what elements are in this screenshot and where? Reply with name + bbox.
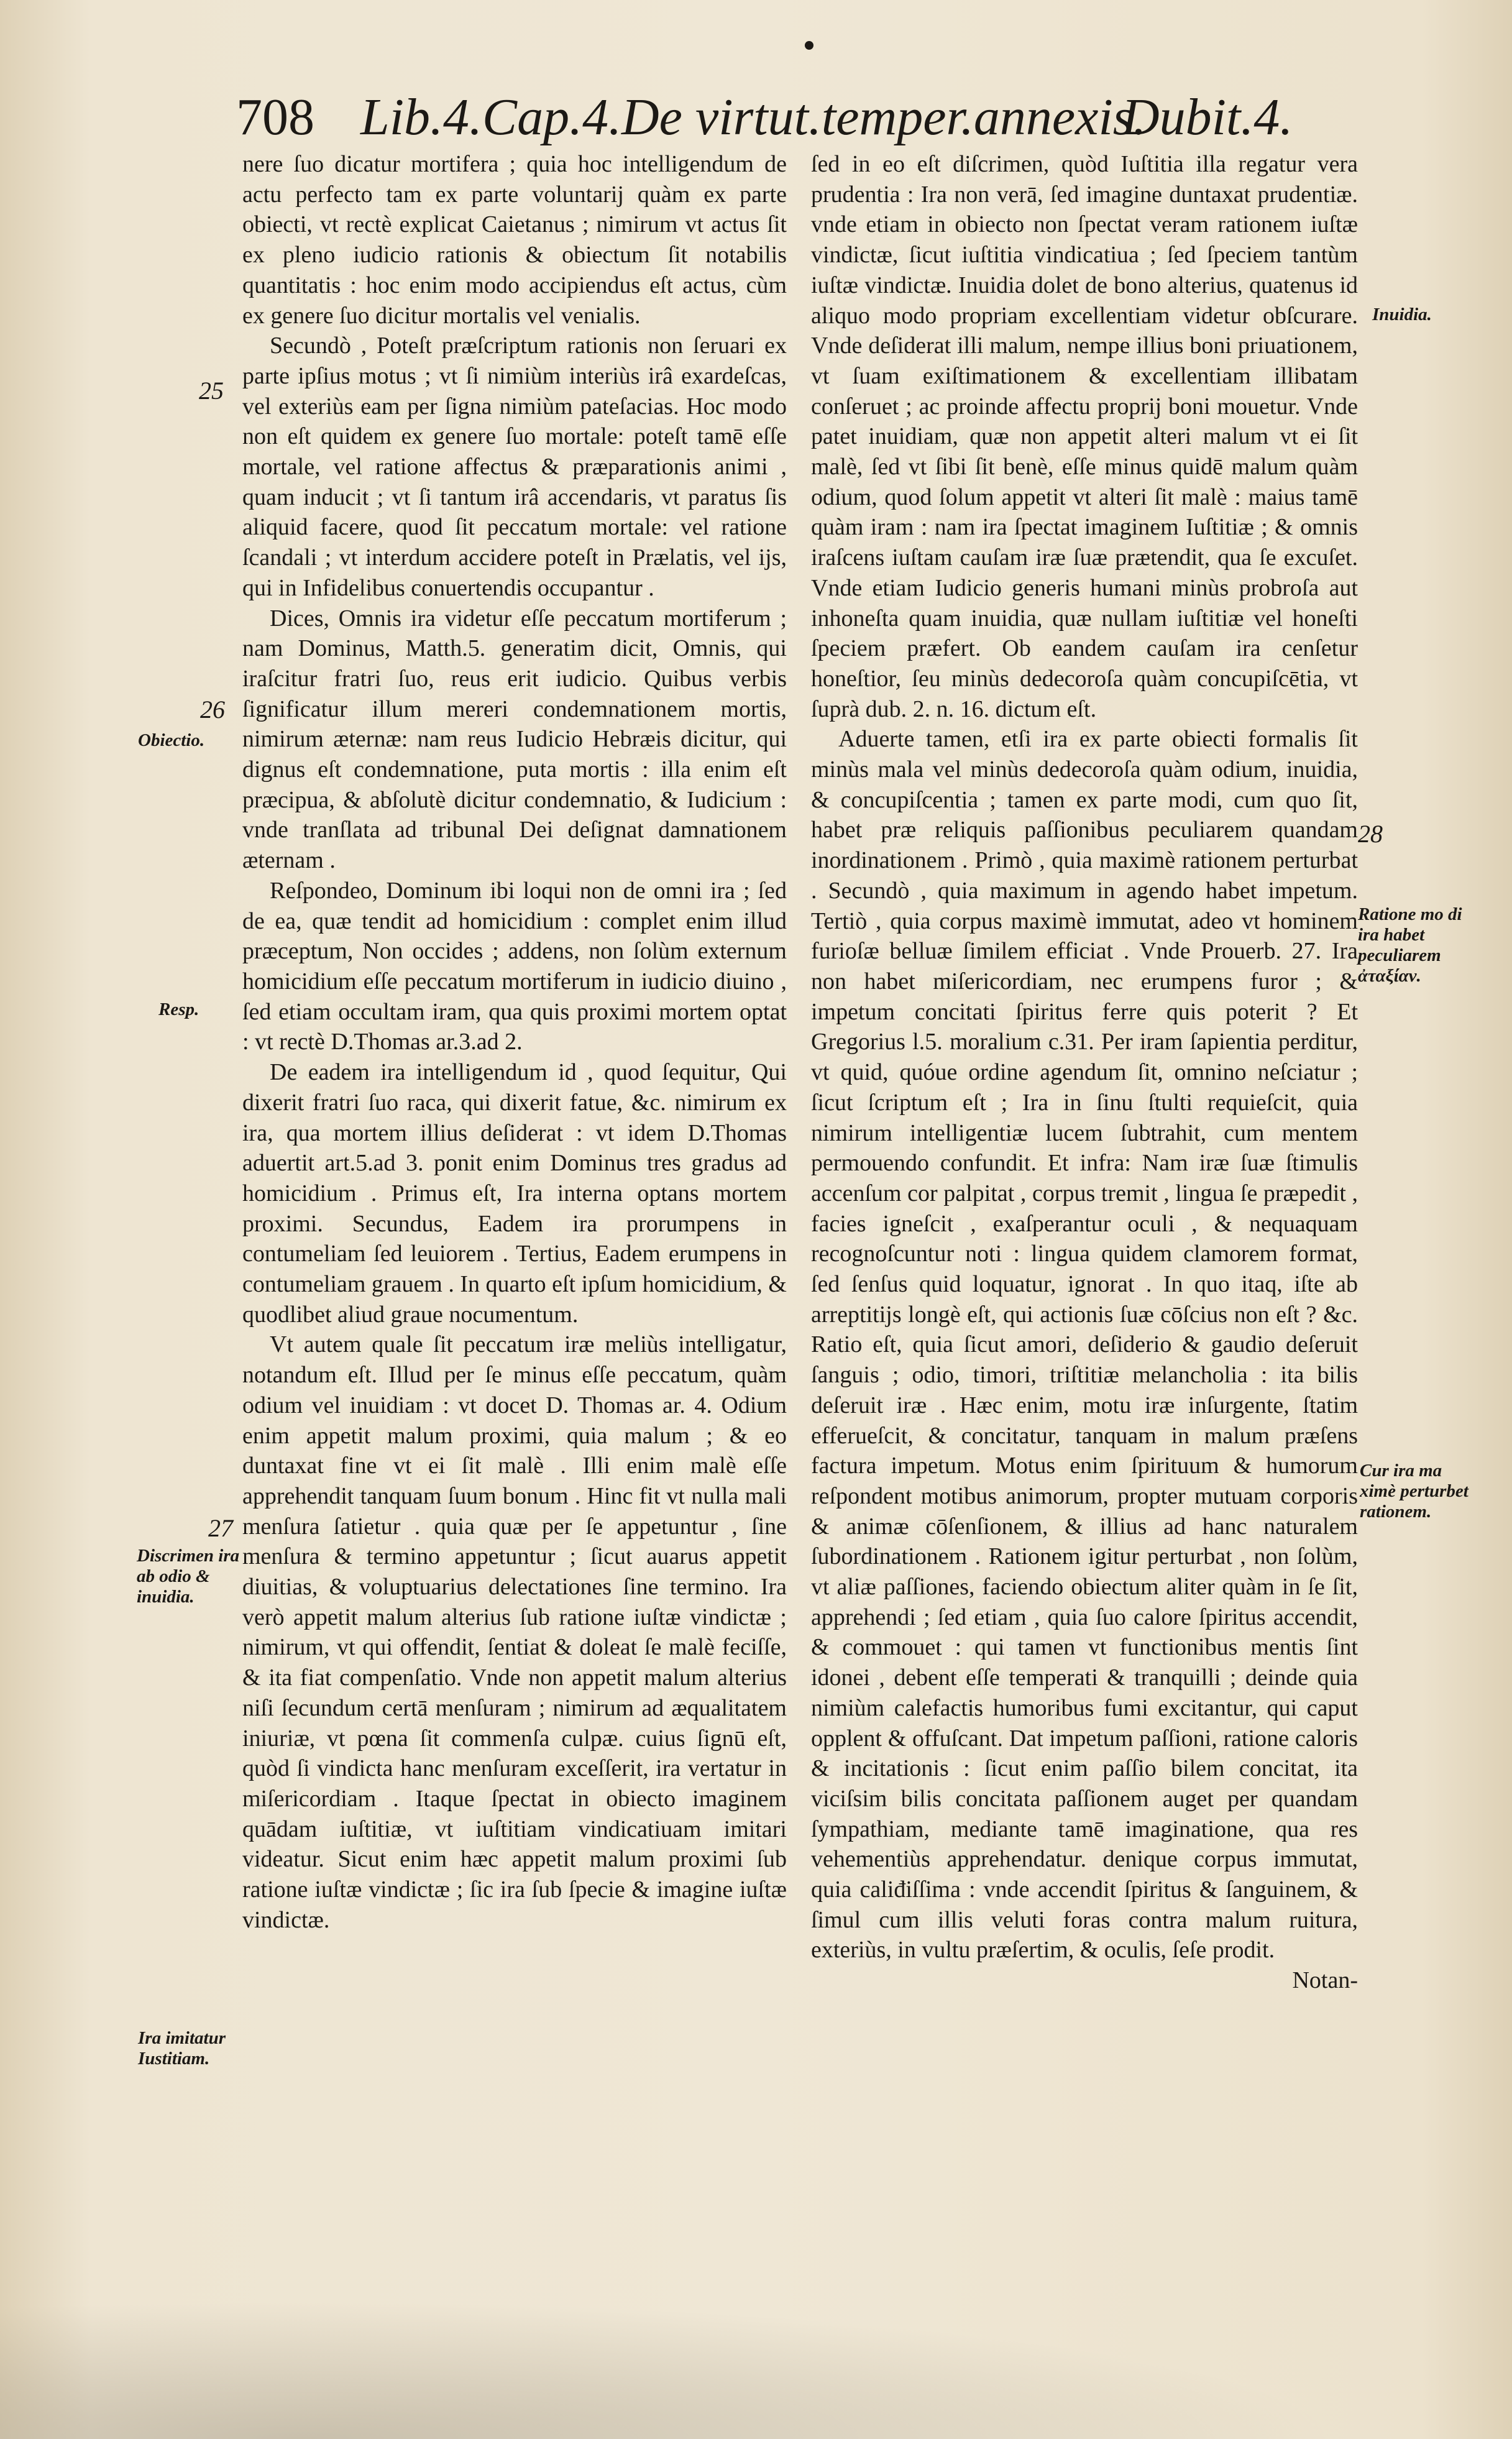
paragraph-de-eadem-ira: De eadem ira intelligendum id , quod ſequitur, Qui dixerit fratri ſuo raca, qui dixerit fatue, &c. nimirum ex ira, qua mortem illius deſiderat : vt idem D.Thomas aduertit art.5.ad 3. ponit enim Dominus tres gradus ad homicidium . Primus eſt, Ira interna optans mortem proximi. Secundus, Eadem ira prorumpens in contumeliam ſed leuiorem . Tertius, Eadem erumpens in contumeliam grauem . In quarto eſt ipſum homicidium, & quodlibet aliud graue nocumentum. xyxy=(242,1059,787,1328)
paragraph-aduerte: Aduerte tamen, etſi ira ex parte obiecti formalis ſit minùs mala vel minùs dedecoroſa quàm odium, inuidia, & concupiſcentia ; tamen ex parte modi, cum quo ſit, habet præ reliquis paſſionibus peculiarem quandam inordinationem . Primò , quia maximè rationem perturbat . Secundò , quia maximum in agendo habet impetum. Tertiò , quia corpus maximè immutat, adeo vt hominem furioſæ belluæ ſimilem efficiat . Vnde Prouerb. 27. Ira non habet miſericordiam, nec erumpens furor ; & impetum concitati ſpiritus ferre quis poterit ? Et Gregorius l.5. moralium c.31. Per iram ſapientia perditur, vt quid, quóue ordine agendum ſit, omnino neſciatur ; ſicut ſcriptum eſt ; Ira in ſinu ſtulti requieſcit, quia nimirum intelligentiæ lucem ſubtrahit, cum mentem permouendo confundit. Et infra: Nam iræ ſuæ ſtimulis accenſum cor palpitat , corpus tremit , lingua ſe præpedit , facies igneſcit , exaſperantur oculi , & nequaquam recognoſcuntur noti : lingua quidem clamorem format, ſed ſenſus quid loquatur, ignorat . In quo itaq, iſte ab arreptitijs longè eſt, qui actionis ſuæ cōſcius non eſt ? &c. Ratio eſt, quia ſicut amori, deſiderio & gaudio deſeruit ſanguis ; odio, timori, triſtitiæ melancholia : ita bilis deſeruit iræ . Hæc enim, motu iræ inſurgente, ſtatim efferueſcit, & concitatur, tanquam in malum præſens factura impetum. Motus enim ſpirituum & humorum reſpondent motibus animorum, propter mutuam corporis & animæ cōſenſionem, & illius ad hanc naturalem ſubordinationem . Rationem igitur perturbat , non ſolùm, vt aliæ paſſiones, faciendo obiectum aliter quàm in ſe ſit, apprehendi ; ſed etiam , quia ſuo calore ſpiritus accendit, & commouet : qui tamen vt functionibus mentis ſint idonei , debent eſſe temperati & tranquilli ; deinde quia nimiùm calefactis humoribus fumi excitantur, qui caput opplent & offuſcant. Dat impetum paſſioni, ratione caloris & incitationis : ſicut enim paſſio bilem concitat, ita viciſsim bilis concitata paſſionem auget per quandam ſympathiam, mediante tamē imaginatione, qua res vehementiùs apprehendatur. denique corpus immutat, quia caliđiſſima : vnde accendit ſpiritus & ſanguinem, & ſimul cum illis veluti foras contra malum ruitura, exteriùs, in vultu præſertim, & oculis, ſeſe prodit. xyxy=(811,726,1358,1964)
section-number-25: 25 xyxy=(199,377,224,405)
paragraph-continuation: nere ſuo dicatur mortifera ; quia hoc intelligendum de actu perfecto tam ex parte voluntarij quàm ex parte obiecti, vt rectè explicat Caietanus ; nimirum vt actus ſit ex pleno iudicio rationis & obiectum ſit notabilis quantitatis : hoc enim modo accipiendus eſt actus, cùm ex genere ſuo dicitur mortalis vel venialis. xyxy=(242,151,787,329)
margin-note-ira-imitatur: Ira imitatur Iustitiam. xyxy=(138,2028,226,2069)
page-header xyxy=(236,87,1305,155)
paragraph-vt-autem: Vt autem quale ſit peccatum iræ meliùs intelligatur, notandum eſt. Illud per ſe minus eſſe peccatum, quàm odium vel inuidiam : vt docet D. Thomas ar. 4. Odium enim appetit malum proximi, quia malum ; & eo duntaxat fine vt ei ſit malè . Illi enim malè eſſe apprehendit tanquam ſuum bonum . Hinc fit vt nulla mali menſura ſatietur . quia quæ per ſe appetuntur , ſine menſura & termino appetuntur ; ſicut auarus appetit diuitias, & voluptuarius delectationes ſine termino. Ira verò appetit malum alterius ſub ratione iuſtæ vindictæ ; nimirum, vt qui offendit, ſentiat & doleat ſe malè feciſſe, & ita fiat compenſatio. Vnde non appetit malum alterius niſi ſecundum certā menſuram ; nimirum ad æqualitatem iniuriæ, vt pœna ſit commenſa culpæ. cuius ſignū eſt, quòd ſi vindicta hanc menſuram exceſſerit, ira vertatur in miſericordiam . Itaque ſpectat in obiecto imaginem quādam iuſtitiæ, vt iuſtitiam vindicatiuam imitari videatur. Sicut enim hæc appetit malum proximi ſub ratione iuſtæ vindictæ ; ſic ira ſub ſpecie & imagine iuſtæ vindictæ. xyxy=(242,1331,787,1933)
paragraph-dices: Dices, Omnis ira videtur eſſe peccatum mortiferum ; nam Dominus, Matth.5. generatim dicit, Omnis, qui iraſcitur fratri ſuo, reus erit iudicio. Quibus verbis ſignificatur illum mereri condemnationem mortis, nimirum æternæ: nam reus Iudicio Hebræis dicitur, qui dignus eſt condemnatione, puta mortis : illa enim eſt præcipua, & abſolutè dicitur condemnatio, & Iudicium : vnde tranſlata ad tribunal Dei deſignat damnationem æternam . xyxy=(242,605,787,874)
margin-note-inuidia: Inuidia. xyxy=(1372,305,1432,324)
paragraph-secundo: Secundò , Poteſt præſcriptum rationis non ſeruari ex parte ipſius motus ; vt ſi nimiùm interiùs irâ exardeſcas, vel exteriùs eam per ſigna nimiùm pateſacias. Hoc modo non eſt quidem ex genere ſuo mortale: poteſt tamē eſſe mortale, vel ratione affectus & præparationis animi , quam inducit ; vt ſi tantum irâ accendaris, vt paratus ſis aliquid facere, quod ſit peccatum mortale: vel ratione ſcandali ; vt interdum accidere poteſt in Prælatis, vel ijs, qui in Infidelibus conuertendis occupantur . xyxy=(242,333,787,601)
page-shadow xyxy=(0,2277,1512,2439)
section-number-28: 28 xyxy=(1358,820,1383,848)
margin-note-obiectio: Obiectio. xyxy=(138,730,205,750)
margin-note-discrimen: Discrimen ira ab odio & inuidia. xyxy=(137,1546,240,1607)
running-title: Lib.4.Cap.4. xyxy=(360,88,622,146)
paragraph-respondeo: Reſpondeo, Dominum ibi loqui non de omni ira ; ſed de ea, quæ tendit ad homicidium : complet enim illud præceptum, Non occides ; addens, non ſolùm externum homicidium eſſe peccatum mortiferum in iudicio diuino , ſed etiam occultam iram, qua quis proximi mortem optat : vt rectè D.Thomas ar.3.ad 2. xyxy=(242,877,787,1055)
ink-mark xyxy=(805,41,813,50)
margin-note-resp: Resp. xyxy=(158,999,199,1019)
section-number-27: 27 xyxy=(208,1514,233,1542)
right-column xyxy=(811,149,1358,1996)
section-number-26: 26 xyxy=(200,696,225,723)
left-column xyxy=(242,149,787,1935)
margin-note-ratione: Ratione mo di ira habet peculiarem ἀταξίαν. xyxy=(1358,904,1462,986)
running-dubit: Dubit.4. xyxy=(1122,88,1293,146)
page-number: 708 xyxy=(236,88,314,146)
margin-note-cur-ira: Cur ira ma ximè perturbet rationem. xyxy=(1360,1461,1468,1522)
running-subject: De virtut.temper.annexis. xyxy=(621,88,1147,146)
catchword: Notan- xyxy=(1292,1967,1358,1994)
paragraph-discrimen: ſed in eo eſt diſcrimen, quòd Iuſtitia illa regatur vera prudentia : Ira non verā, ſed imagine duntaxat prudentiæ. vnde etiam in obiecto non ſpectat veram rationem iuſtæ vindictæ, ſicut iuſtitia vindicatiua ; ſed ſpeciem tantùm iuſtæ vindictæ. Inuidia dolet de bono alterius, quatenus id aliquo modo propriam excellentiam videtur obſcurare. Vnde deſiderat illi malum, nempe illius boni priuationem, vt ſuam exiſtimationem & excellentiam illibatam conſeruet ; ac proinde affectu proprij boni mouetur. Vnde patet inuidiam, quæ non appetit alteri malum vt ei ſit malè, ſed vt ſibi ſit benè, eſſe minus quidē malum quàm odium, quod ſolum appetit vt alteri ſit malè : maius tamē quàm iram : nam ira ſpectat imaginem Iuſtitiæ ; & omnis iraſcens iuſtam cauſam iræ ſuæ prætendit, qua ſe excuſet. Vnde etiam Iudicio generis humani minùs probroſa aut inhoneſta quam inuidia, quæ nullam iuſtitiæ vel honeſti ſpeciem præfert. Ob eandem cauſam ira cenſetur honeſtior, ſeu minùs dedecoroſa quàm concupiſcētia, vt ſuprà dub. 2. n. 16. dictum eſt. xyxy=(811,151,1358,722)
